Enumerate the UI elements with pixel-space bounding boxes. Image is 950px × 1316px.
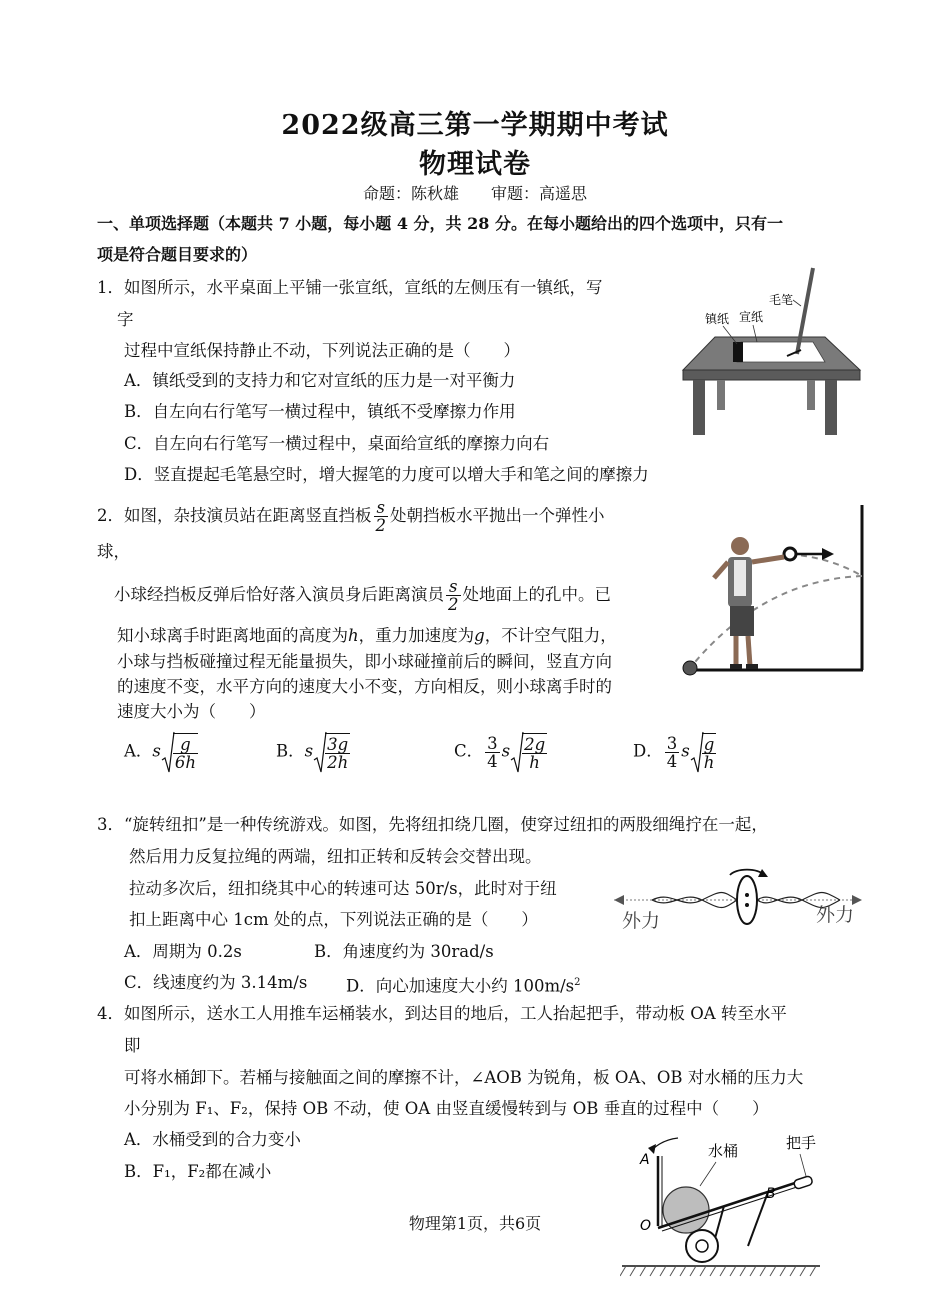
- q3-option-b: B．角速度约为 30rad/s: [314, 942, 494, 961]
- section-heading: 一、单项选择题（本题共 7 小题，每小题 4 分，共 28 分。在每小题给出的四个选项中，只有一: [97, 214, 783, 233]
- q1-option-a: A．镇纸受到的支持力和它对宣纸的压力是一对平衡力: [124, 371, 516, 390]
- paper-label: 宣纸: [739, 310, 764, 324]
- subject-title: 物理试卷: [419, 149, 531, 180]
- q4-stem-wrap: 即: [124, 1036, 141, 1055]
- q2-option-d: D． $\frac{3}{4}$ s $\frac{g}{h}$: [633, 730, 718, 774]
- q2-juggler-figure: [672, 500, 867, 680]
- q2-option-b: B．s $\frac{3g}{2h}$: [276, 730, 352, 774]
- credits: 命题：陈秋雄 审题：高遥思: [362, 184, 587, 203]
- q1-option-c: C．自左向右行笔写一横过程中，桌面给宣纸的摩擦力向右: [124, 434, 550, 453]
- force-label-left: 外力: [622, 910, 661, 932]
- q3-stem-4: 扣上距离中心 1cm 处的点，下列说法正确的是（ ）: [129, 910, 538, 929]
- q4-cart-figure: [620, 1128, 825, 1280]
- q2-stem-wrap: 球，: [97, 542, 130, 561]
- q3-option-d: D．向心加速度大小约 $100m/s^2$: [346, 976, 581, 996]
- q1-option-d: D．竖直提起毛笔悬空时，增大握笔的力度可以增大手和笔之间的摩擦力: [124, 465, 649, 484]
- q2-option-a: A．s $\frac{g}{6h}$: [124, 730, 200, 774]
- q1-stem-wrap: 字: [117, 310, 134, 329]
- point-b-label: B: [766, 1186, 776, 1202]
- q2-stem-2: 小球经挡板反弹后恰好落入演员身后距离演员 $\frac{s}{2}$ 处地面上的孔中。已: [114, 577, 611, 614]
- q1-table-figure: [675, 262, 870, 437]
- force-label-right: 外力: [816, 904, 855, 926]
- q3-option-a: A．周期为 0.2s: [124, 942, 242, 961]
- q1-stem: 1．如图所示，水平桌面上平铺一张宣纸，宣纸的左侧压有一镇纸，写: [97, 278, 603, 297]
- q4-stem-3: 小分别为 F₁、F₂，保持 OB 不动，使 OA 由竖直缓慢转到与 OB 垂直的过程中（ ）: [124, 1099, 769, 1118]
- exam-title: 2022级高三第一学期期中考试: [281, 110, 669, 141]
- q3-stem-2: 然后用力反复拉绳的两端，纽扣正转和反转会交替出现。: [129, 847, 542, 866]
- q2-stem: 2．如图，杂技演员站在距离竖直挡板 $\frac{s}{2}$ 处朝挡板水平抛出一个弹性小: [97, 498, 605, 535]
- q4-option-a: A．水桶受到的合力变小: [124, 1130, 301, 1149]
- weight-label: 镇纸: [705, 312, 730, 326]
- point-o-label: O: [640, 1218, 652, 1234]
- q3-stem: 3．“旋转纽扣”是一种传统游戏。如图，先将纽扣绕几圈，使穿过纽扣的两股细绳拧在一起，: [97, 815, 768, 834]
- q1-stem-2: 过程中宣纸保持静止不动，下列说法正确的是（ ）: [124, 341, 520, 360]
- section-heading-cont: 项是符合题目要求的）: [97, 245, 258, 264]
- page-footer: 物理第1页，共6页: [408, 1214, 542, 1233]
- handle-label: 把手: [786, 1134, 817, 1152]
- q3-option-c: C．线速度约为 3.14m/s: [124, 973, 308, 992]
- q4-stem: 4．如图所示，送水工人用推车运桶装水，到达目的地后，工人抬起把手，带动板 OA 转至水平: [97, 1004, 787, 1023]
- q2-stem-6: 速度大小为（ ）: [117, 702, 266, 721]
- bucket-label: 水桶: [708, 1142, 739, 1160]
- q2-option-c: C． $\frac{3}{4}$ s $\frac{2g}{h}$: [454, 730, 549, 774]
- q3-button-figure: [612, 855, 867, 935]
- q3-stem-3: 拉动多次后，纽扣绕其中心的转速可达 50r/s，此时对于纽: [129, 879, 557, 898]
- q4-option-b: B．F₁，F₂都在减小: [124, 1162, 272, 1181]
- pen-label: 毛笔: [769, 293, 794, 307]
- q4-stem-2: 可将水桶卸下。若桶与接触面之间的摩擦不计，∠AOB 为锐角，板 OA、OB 对水桶的压力大: [124, 1068, 804, 1087]
- q2-stem-4: 小球与挡板碰撞过程无能量损失，即小球碰撞前后的瞬间，竖直方向: [117, 652, 612, 671]
- point-a-label: A: [640, 1152, 650, 1168]
- q1-option-b: B．自左向右行笔写一横过程中，镇纸不受摩擦力作用: [124, 402, 516, 421]
- q2-stem-3: 知小球离手时距离地面的高度为h，重力加速度为g，不计空气阻力，: [117, 626, 617, 645]
- q2-stem-5: 的速度不变，水平方向的速度大小不变，方向相反，则小球离手时的: [117, 677, 612, 696]
